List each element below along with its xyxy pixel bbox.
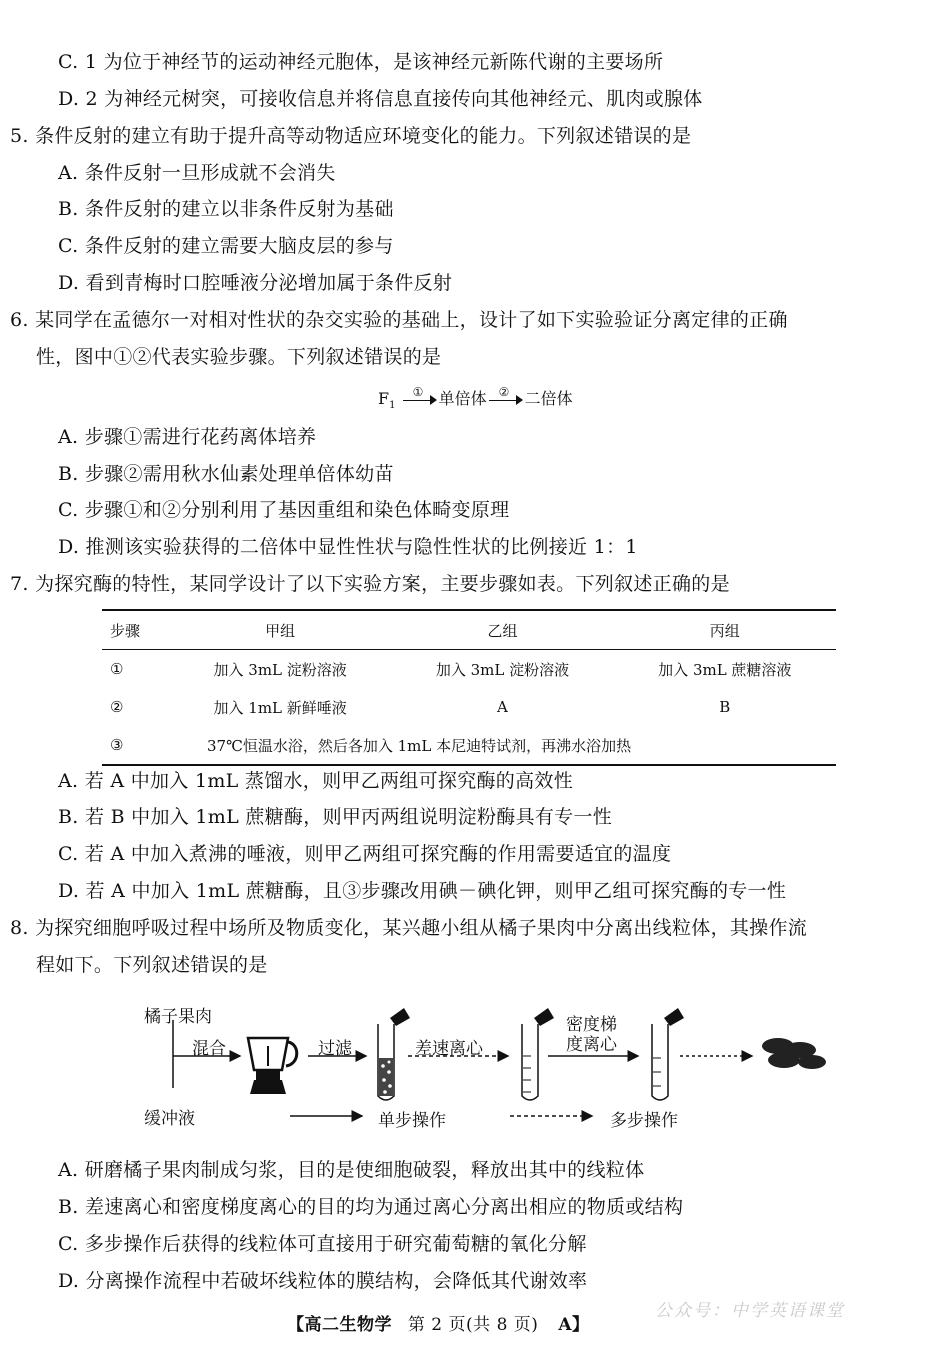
watermark: 公众号：中学英语课堂 xyxy=(655,1301,845,1321)
formula-step2: ② xyxy=(498,384,510,399)
table-cell: ③ xyxy=(110,736,124,754)
q8-option-b: B. 差速离心和密度梯度离心的目的均为通过离心分离出相应的物质或结构 xyxy=(58,1196,684,1218)
table-header: 步骤 xyxy=(110,621,141,640)
tube-homogenate-icon xyxy=(378,1008,410,1100)
label-density-2: 度离心 xyxy=(566,1035,617,1055)
tube-gradient-icon xyxy=(652,1008,684,1100)
table-cell: ① xyxy=(110,660,124,678)
q7-stem: 7. 为探究酶的特性，某同学设计了以下实验方案，主要步骤如表。下列叙述正确的是 xyxy=(10,573,730,595)
q7-table xyxy=(102,609,836,766)
footer-version: A】 xyxy=(558,1315,590,1335)
table-cell: 加入 3mL 淀粉溶液 xyxy=(213,660,347,679)
footer-page: 第 2 页(共 8 页) xyxy=(407,1315,539,1335)
q8-stem-line2: 程如下。下列叙述错误的是 xyxy=(36,954,268,976)
table-cell: 37℃恒温水浴，然后各加入 1mL 本尼迪特试剂，再沸水浴加热 xyxy=(207,736,632,755)
table-cell: ② xyxy=(110,698,124,716)
label-single-step: 单步操作 xyxy=(378,1111,446,1131)
q5-option-a: A. 条件反射一旦形成就不会消失 xyxy=(58,162,336,184)
formula-arrow-2 xyxy=(487,384,525,409)
flow-diagram-graphics xyxy=(140,996,840,1144)
q7-option-d: D. 若 A 中加入 1mL 蔗糖酶，且③步骤改用碘－碘化钾，则甲乙组可探究酶的专一性 xyxy=(58,880,787,902)
q4-option-d: D. 2 为神经元树突，可接收信息并将信息直接传向其他神经元、肌肉或腺体 xyxy=(58,88,703,110)
label-mix: 混合 xyxy=(192,1039,226,1059)
label-orange-pulp: 橘子果肉 xyxy=(144,1007,212,1027)
table-cell: 加入 1mL 新鲜唾液 xyxy=(213,698,347,717)
table-row xyxy=(102,726,836,765)
formula-step1: ① xyxy=(412,384,424,399)
q8-option-c: C. 多步操作后获得的线粒体可直接用于研究葡萄糖的氧化分解 xyxy=(58,1233,587,1255)
table-row xyxy=(102,650,836,689)
q6-option-a: A. 步骤①需进行花药离体培养 xyxy=(58,426,317,448)
table-cell: A xyxy=(497,698,508,716)
table-header-row xyxy=(102,610,836,650)
table-row xyxy=(102,688,836,726)
table-header: 丙组 xyxy=(709,621,740,640)
formula-arrow-1 xyxy=(401,384,439,409)
table-cell: 加入 3mL 蔗糖溶液 xyxy=(658,660,792,679)
label-multi-step: 多步操作 xyxy=(610,1111,678,1131)
formula-mid: 单倍体 xyxy=(438,389,487,408)
q6-stem-line2: 性，图中①②代表实验步骤。下列叙述错误的是 xyxy=(36,346,442,368)
label-density-1: 密度梯 xyxy=(566,1015,617,1035)
q6-option-b: B. 步骤②需用秋水仙素处理单倍体幼苗 xyxy=(58,463,394,485)
table-cell: 加入 3mL 淀粉溶液 xyxy=(435,660,570,679)
footer-subject: 【高二生物学 xyxy=(287,1315,392,1335)
q5-option-c: C. 条件反射的建立需要大脑皮层的参与 xyxy=(58,235,394,257)
formula-f-sub: 1 xyxy=(389,400,396,412)
q4-option-c: C. 1 为位于神经节的运动神经元胞体，是该神经元新陈代谢的主要场所 xyxy=(58,51,664,73)
page-footer xyxy=(287,1310,590,1335)
q6-option-d: D. 推测该实验获得的二倍体中显性性状与隐性性状的比例接近 1：1 xyxy=(58,536,638,558)
mitochondria-icon xyxy=(762,1038,826,1069)
q6-option-c: C. 步骤①和②分别利用了基因重组和染色体畸变原理 xyxy=(58,499,510,521)
q5-option-b: B. 条件反射的建立以非条件反射为基础 xyxy=(58,198,394,220)
q7-option-c: C. 若 A 中加入煮沸的唾液，则甲乙两组可探究酶的作用需要适宜的温度 xyxy=(58,843,672,865)
q6-formula xyxy=(378,386,573,419)
q5-option-d: D. 看到青梅时口腔唾液分泌增加属于条件反射 xyxy=(58,272,453,294)
table-header: 甲组 xyxy=(265,621,296,640)
table-cell: B xyxy=(719,698,731,716)
q7-option-a: A. 若 A 中加入 1mL 蒸馏水，则甲乙两组可探究酶的高效性 xyxy=(58,770,574,792)
mitochondria-isolation-diagram xyxy=(140,996,840,1144)
q8-stem-line1: 8. 为探究细胞呼吸过程中场所及物质变化，某兴趣小组从橘子果肉中分离出线粒体，其操作流 xyxy=(10,917,808,939)
label-buffer: 缓冲液 xyxy=(144,1109,195,1129)
formula-end: 二倍体 xyxy=(524,389,573,408)
tube-pellet-icon xyxy=(522,1008,554,1100)
q6-stem-line1: 6. 某同学在孟德尔一对相对性状的杂交实验的基础上，设计了如下实验验证分离定律的正确 xyxy=(10,309,788,331)
q5-stem: 5. 条件反射的建立有助于提升高等动物适应环境变化的能力。下列叙述错误的是 xyxy=(10,125,692,147)
label-diff-centrifuge: 差速离心 xyxy=(415,1039,483,1059)
blender-icon xyxy=(248,1038,297,1094)
formula-f: F xyxy=(378,389,390,408)
q7-option-b: B. 若 B 中加入 1mL 蔗糖酶，则甲丙两组说明淀粉酶具有专一性 xyxy=(58,806,613,828)
q8-option-a: A. 研磨橘子果肉制成匀浆，目的是使细胞破裂，释放出其中的线粒体 xyxy=(58,1159,645,1181)
q8-option-d: D. 分离操作流程中若破坏线粒体的膜结构，会降低其代谢效率 xyxy=(58,1270,588,1292)
table-header: 乙组 xyxy=(487,621,518,640)
label-filter: 过滤 xyxy=(318,1039,352,1059)
